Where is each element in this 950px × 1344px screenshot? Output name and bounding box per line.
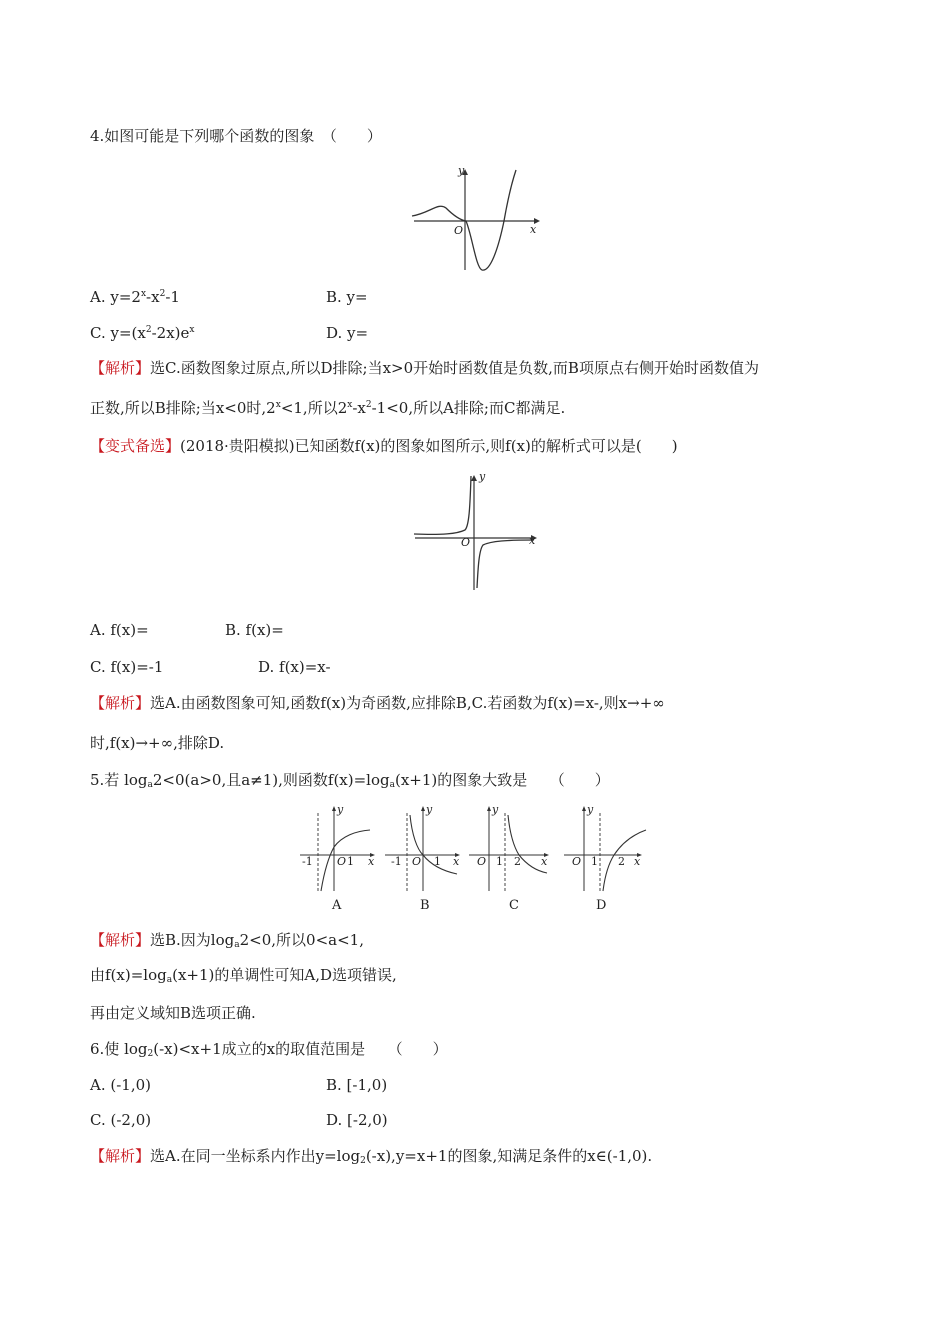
- variant-answer-line2: 时,f(x)→+∞,排除D.: [90, 734, 225, 752]
- q5-c-caption: C: [509, 898, 519, 913]
- q5-d-two-label: 2: [618, 855, 625, 868]
- q5-graph-c: [467, 803, 552, 913]
- q4-graph: [410, 160, 545, 275]
- q5-b-caption: B: [420, 898, 430, 913]
- q4-stem: 4.如图可能是下列哪个函数的图象 （ ）: [90, 127, 382, 145]
- q5-c-one-label: 1: [496, 855, 503, 868]
- q4-option-d: D. y=: [326, 324, 369, 342]
- q5-answer-line1: 【解析】选B.因为$\log_a2<0$,所以0<a<1,: [90, 931, 364, 950]
- q4-option-c: C. $y=(x^2-2x)e^x$: [90, 324, 195, 342]
- variant-graph: [412, 468, 542, 593]
- q4-answer-line1: 【解析】选C.函数图象过原点,所以D排除;当x>0开始时函数值是负数,而B项原点右侧开始时函数值为: [90, 359, 759, 377]
- q6-answer: 【解析】选A.在同一坐标系内作出$y=\log_2(-x),y=x+1$的图象,知满足条件的x∈(-1,0).: [90, 1147, 653, 1166]
- q5-d-y-label: y: [587, 803, 594, 816]
- q5-graph-a: [298, 803, 378, 913]
- q5-c-origin-label: O: [477, 855, 487, 868]
- q5-answer-line3: 再由定义域知B选项正确.: [90, 1004, 256, 1022]
- q5-graph-b: [383, 803, 463, 913]
- q5-c-y-label: y: [492, 803, 499, 816]
- q4-option-b: B. y=: [326, 288, 368, 306]
- q5-stem: 5.若 $\log_a2<0(a>0$,且a≠1),则函数$f(x)=\log_a(x+1)$的图象大致是 （ ）: [90, 771, 610, 790]
- q5-b-one-label: 1: [434, 855, 441, 868]
- answer-tag: 【解析】: [90, 931, 151, 949]
- q5-b-y-label: y: [426, 803, 433, 816]
- variant-stem: 【变式备选】(2018·贵阳模拟)已知函数f(x)的图象如图所示,则f(x)的解析式可以是( ): [90, 437, 678, 455]
- q4-origin-label: O: [454, 224, 464, 237]
- q5-b-neg1-label: -1: [391, 855, 402, 868]
- q5-d-one-label: 1: [591, 855, 598, 868]
- variant-y-label: y: [479, 470, 486, 483]
- q5-d-caption: D: [596, 898, 607, 913]
- q6-option-d: D. [-2,0): [326, 1111, 388, 1129]
- q5-d-x-label: x: [634, 855, 641, 868]
- q5-b-origin-label: O: [412, 855, 422, 868]
- variant-option-c: C. f(x)=-1: [90, 658, 164, 676]
- variant-option-a: A. f(x)=: [90, 621, 149, 639]
- variant-tag: 【变式备选】: [90, 437, 181, 455]
- variant-answer-line1: 【解析】选A.由函数图象可知,函数f(x)为奇函数,应排除B,C.若函数为f(x)=x-,则x→+∞: [90, 694, 665, 712]
- q5-d-origin-label: O: [572, 855, 582, 868]
- q4-option-a: A. $y=2^x-x^2-1$: [90, 288, 180, 306]
- q6-stem: 6.使 $\log_2(-x)<x+1$成立的x的取值范围是 （ ）: [90, 1040, 448, 1059]
- q4-x-label: x: [530, 223, 537, 236]
- q5-c-x-label: x: [541, 855, 548, 868]
- q5-a-neg1-label: -1: [302, 855, 313, 868]
- q6-option-b: B. [-1,0): [326, 1076, 388, 1094]
- q5-b-x-label: x: [453, 855, 460, 868]
- q5-a-origin-label: O: [337, 855, 347, 868]
- q5-a-one-label: 1: [347, 855, 354, 868]
- answer-tag: 【解析】: [90, 1147, 151, 1165]
- q5-a-x-label: x: [368, 855, 375, 868]
- q6-option-c: C. (-2,0): [90, 1111, 152, 1129]
- q5-a-caption: A: [332, 898, 342, 913]
- variant-origin-label: O: [461, 536, 471, 549]
- q5-a-y-label: y: [337, 803, 344, 816]
- q5-graph-d: [562, 803, 647, 913]
- q5-answer-line2: 由$f(x)=\log_a(x+1)$的单调性可知A,D选项错误,: [90, 966, 397, 985]
- variant-option-d: D. f(x)=x-: [258, 658, 331, 676]
- q6-option-a: A. (-1,0): [90, 1076, 151, 1094]
- q4-answer-line2: 正数,所以B排除;当x<0时$,2^x<1$,所以$2^x-x^2-1<0$,所以A排除;而C都满足.: [90, 399, 566, 417]
- q5-c-two-label: 2: [514, 855, 521, 868]
- variant-x-label: x: [529, 534, 536, 547]
- q4-y-label: y: [458, 164, 465, 177]
- variant-option-b: B. f(x)=: [225, 621, 284, 639]
- answer-tag: 【解析】: [90, 694, 151, 712]
- answer-tag: 【解析】: [90, 359, 151, 377]
